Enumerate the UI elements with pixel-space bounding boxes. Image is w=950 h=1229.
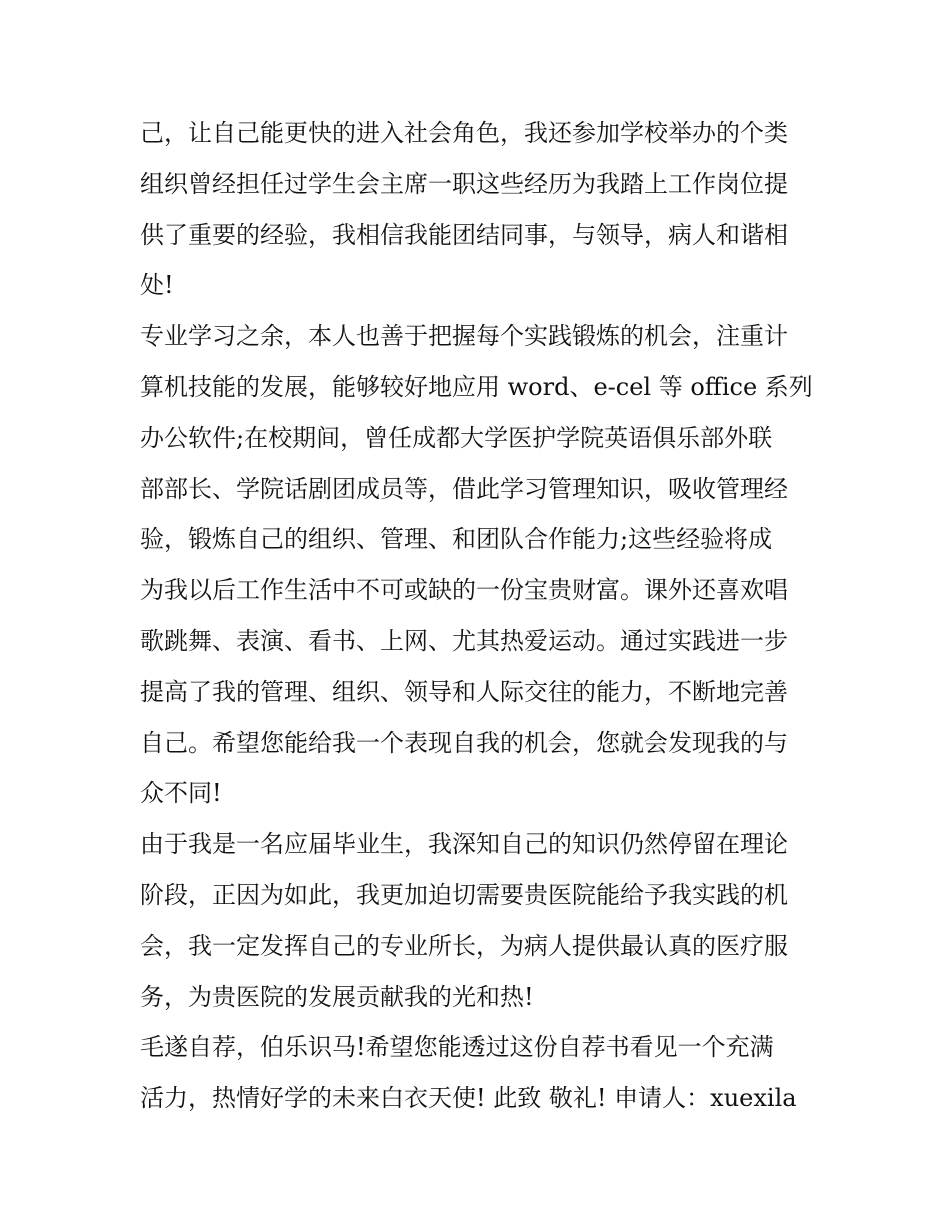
text-line: 毛遂自荐，伯乐识马!希望您能透过这份自荐书看见一个充满: [140, 1033, 774, 1062]
text-line: 算机技能的发展，能够较好地应用 word、e-cel 等 office 系列: [140, 372, 813, 401]
text-line: 供了重要的经验，我相信我能团结同事，与领导，病人和谐相: [140, 220, 788, 249]
text-line: 提高了我的管理、组织、领导和人际交往的能力，不断地完善: [140, 677, 788, 706]
text-line: 活力，热情好学的未来白衣天使! 此致 敬礼! 申请人：xuexila: [140, 1084, 797, 1113]
text-line: 由于我是一名应届毕业生，我深知自己的知识仍然停留在理论: [140, 830, 788, 859]
text-line: 会，我一定发挥自己的专业所长，为病人提供最认真的医疗服: [140, 931, 788, 960]
text-line: 处!: [140, 271, 174, 300]
text-line: 众不同!: [140, 779, 222, 808]
text-line: 部部长、学院话剧团成员等，借此学习管理知识，吸收管理经: [140, 474, 788, 503]
text-line: 己，让自己能更快的进入社会角色，我还参加学校举办的个类: [140, 119, 788, 147]
text-line: 务，为贵医院的发展贡献我的光和热!: [140, 982, 534, 1011]
text-line: 阶段，正因为如此，我更加迫切需要贵医院能给予我实践的机: [140, 880, 788, 909]
text-line: 歌跳舞、表演、看书、上网、尤其热爱运动。通过实践进一步: [140, 626, 788, 655]
text-line: 自己。希望您能给我一个表现自我的机会，您就会发现我的与: [140, 728, 788, 757]
text-line: 办公软件;在校期间，曾任成都大学医护学院英语俱乐部外联: [140, 423, 773, 452]
text-line: 为我以后工作生活中不可或缺的一份宝贵财富。课外还喜欢唱: [140, 576, 788, 605]
text-line: 专业学习之余，本人也善于把握每个实践锻炼的机会，注重计: [140, 322, 788, 351]
text-line: 组织曾经担任过学生会主席一职这些经历为我踏上工作岗位提: [140, 169, 788, 198]
text-line: 验，锻炼自己的组织、管理、和团队合作能力;这些经验将成: [140, 525, 773, 554]
document-body: [140, 108, 820, 1124]
